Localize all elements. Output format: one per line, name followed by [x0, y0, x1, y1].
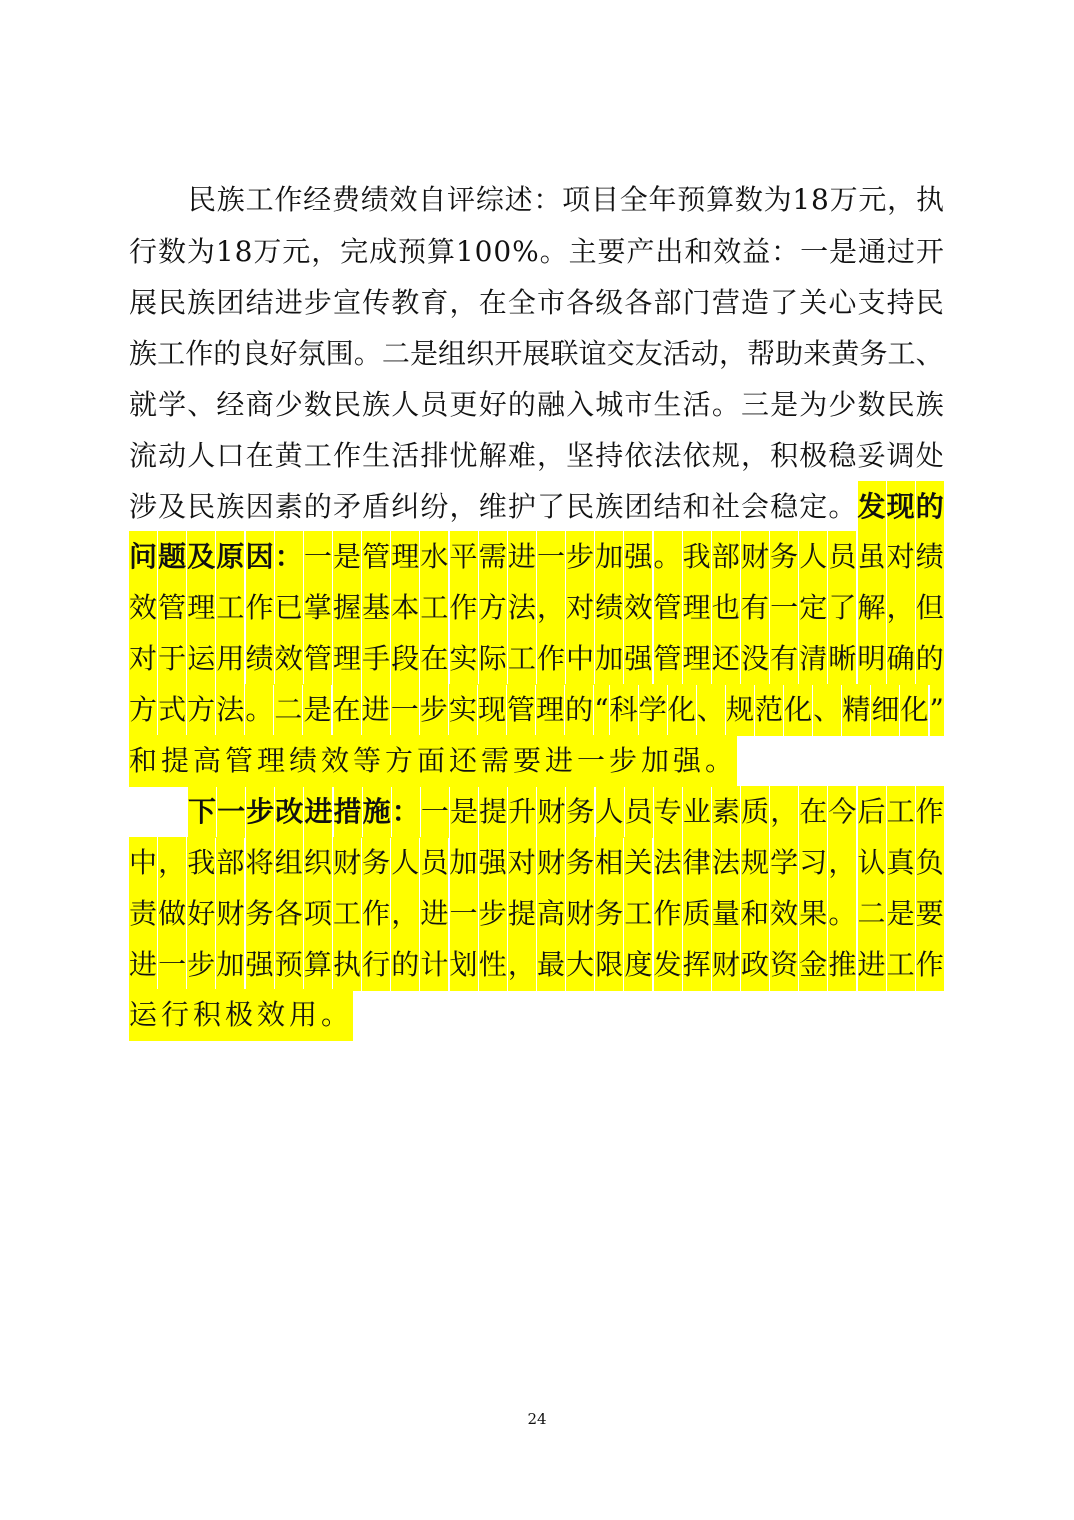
text-line: 中 ， 我 部 将 组 织 财 务 人 员 加 强 对 财 务 相 关 法 律 法 规 学 习 ， 认 真 负: [129, 837, 944, 889]
text-line: 流 动 人 口 在 黄 工 作 生 活 排 忧 解 难 ， 坚 持 依 法 依 规 ， 积 极 稳 妥 调 处: [129, 439, 944, 472]
text-line: 效 管 理 工 作 已 掌 握 基 本 工 作 方 法 ， 对 绩 效 管 理 也 有 一 定 了 解 ， 但: [129, 582, 944, 634]
text-line: 进 一 步 加 强 预 算 执 行 的 计 划 性 ， 最 大 限 度 发 挥 财 政 资 金 推 进 工 作: [129, 939, 944, 991]
text-line: 涉 及 民 族 因 素 的 矛 盾 纠 纷 ， 维 护 了 民 族 团 结 和 社 会 稳 定 。 发 现 的: [129, 481, 944, 533]
text-line: 责 做 好 财 务 各 项 工 作 ， 进 一 步 提 高 财 务 工 作 质 量 和 效 果 。 二 是 要: [129, 888, 944, 940]
text-line: 方 式 方 法 。 二 是 在 进 一 步 实 现 管 理 的 “ 科 学 化 、 规 范 化 、 精 细 化 ”: [129, 684, 944, 736]
text-line: 族 工 作 的 良 好 氛 围 。 二 是 组 织 开 展 联 谊 交 友 活 动 ， 帮 助 来 黄 务 工 、: [129, 337, 944, 370]
text-segment: 和提高管理绩效等方面还需要进一步加强。: [129, 735, 737, 787]
text-line: 展 民 族 团 结 进 步 宣 传 教 育 ， 在 全 市 各 级 各 部 门 营 造 了 关 心 支 持 民: [129, 286, 944, 319]
text-line: [129, 735, 944, 787]
text-line: 问 题 及 原 因 ： 一 是 管 理 水 平 需 进 一 步 加 强 。 我 部 财 务 人 员 虽 对 绩: [129, 531, 944, 583]
text-line: 行 数 为 1 8 万 元 ， 完 成 预 算 1 0 0 % 。 主 要 产 出 和 效 益 ： 一 是 通 过 开: [129, 235, 944, 268]
text-line: 下 一 步 改 进 措 施 ： 一 是 提 升 财 务 人 员 专 业 素 质 ， 在 今 后 工 作: [188, 786, 944, 838]
text-line: 就 学 、 经 商 少 数 民 族 人 员 更 好 的 融 入 城 市 生 活 。 三 是 为 少 数 民 族: [129, 388, 944, 421]
text-line: [129, 989, 944, 1041]
text-line: 对 于 运 用 绩 效 管 理 手 段 在 实 际 工 作 中 加 强 管 理 还 没 有 清 晰 明 确 的: [129, 633, 944, 685]
text-line: 民 族 工 作 经 费 绩 效 自 评 综 述 ： 项 目 全 年 预 算 数 为 1 8 万 元 ， 执: [188, 183, 944, 216]
text-segment: 运行积极效用。: [129, 989, 353, 1041]
page-number: 24: [527, 1410, 547, 1428]
